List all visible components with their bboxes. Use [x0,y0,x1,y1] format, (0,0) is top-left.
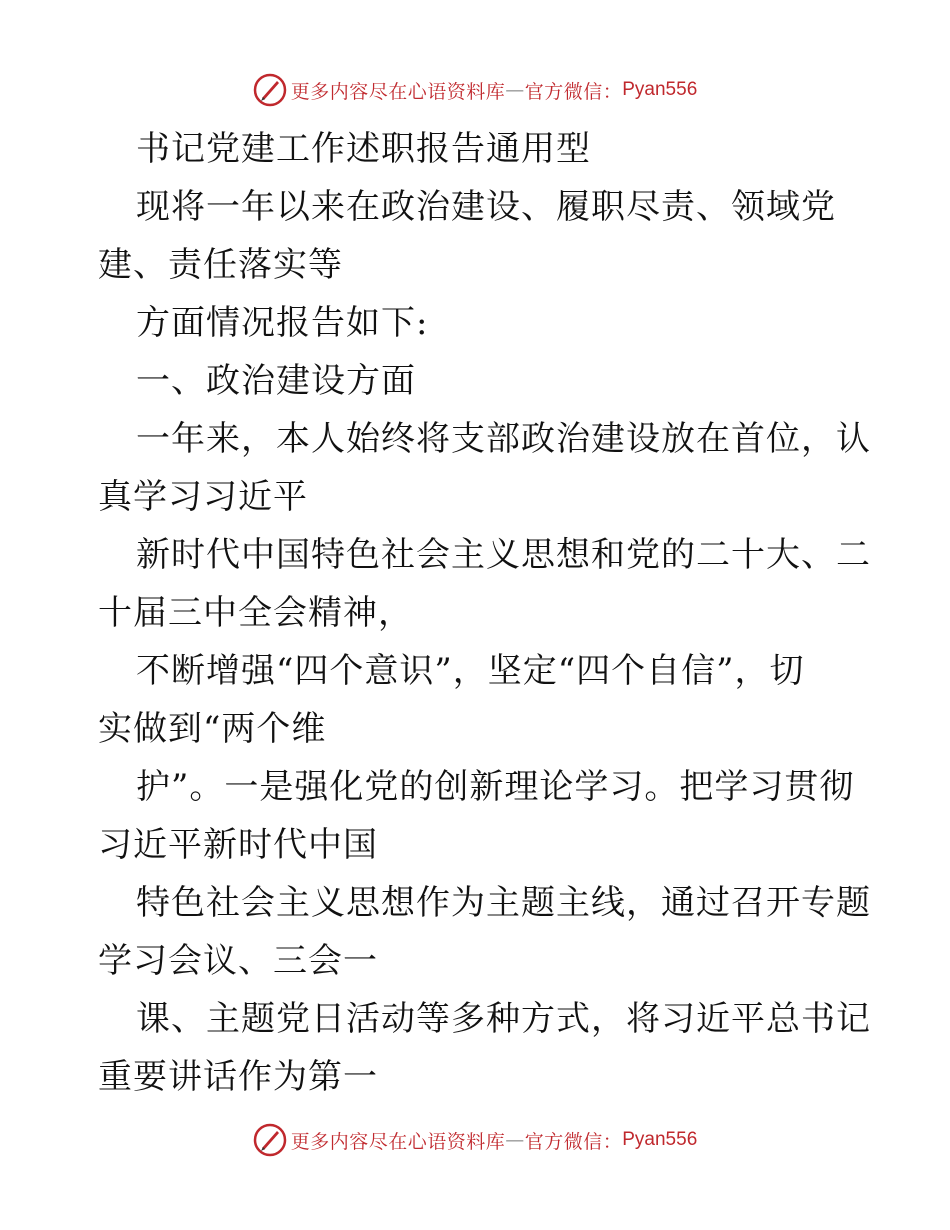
paragraph-line: 建、责任落实等 [98,245,343,285]
paragraph-line: 课、主题党日活动等多种方式，将习近平总书记 [136,999,871,1039]
paragraph-line: 一年来，本人始终将支部政治建设放在首位，认 [136,419,871,459]
paragraph-line: 真学习习近平 [98,477,308,517]
watermark-title: 更多内容尽在心语资料库 [290,1130,506,1153]
watermark-separator: — [505,1129,525,1151]
paragraph-line: 实做到“两个维 [98,709,327,749]
watermark-title: 更多内容尽在心语资料库 [290,80,506,103]
paragraph-line: 学习会议、三会一 [98,941,378,981]
watermark-channel-label: 官方微信： [524,1130,623,1153]
footer-watermark [0,1120,950,1160]
watermark-account: Pyan556 [622,1129,698,1150]
paragraph-line: 护”。一是强化党的创新理论学习。把学习贯彻 [136,767,855,807]
watermark-account: Pyan556 [622,79,698,100]
paragraph-line: 特色社会主义思想作为主题主线，通过召开专题 [136,883,871,923]
quill-pen-logo-icon [253,73,287,107]
watermark-channel-label: 官方微信： [524,80,623,103]
section-heading: 一、政治建设方面 [136,361,416,401]
paragraph-line: 现将一年以来在政治建设、履职尽责、领域党 [136,187,836,227]
paragraph-line: 十届三中全会精神， [98,593,413,633]
document-body [98,120,871,1106]
document-title: 书记党建工作述职报告通用型 [136,129,591,169]
header-watermark [0,70,950,110]
paragraph-line: 方面情况报告如下: [136,303,429,343]
paragraph-line: 新时代中国特色社会主义思想和党的二十大、二 [136,535,871,575]
quill-pen-logo-icon [253,1123,287,1157]
paragraph-line: 不断增强“四个意识”，坚定“四个自信”，切 [136,651,805,691]
watermark-separator: — [505,79,525,101]
paragraph-line: 重要讲话作为第一 [98,1057,378,1097]
paragraph-line: 习近平新时代中国 [98,825,378,865]
